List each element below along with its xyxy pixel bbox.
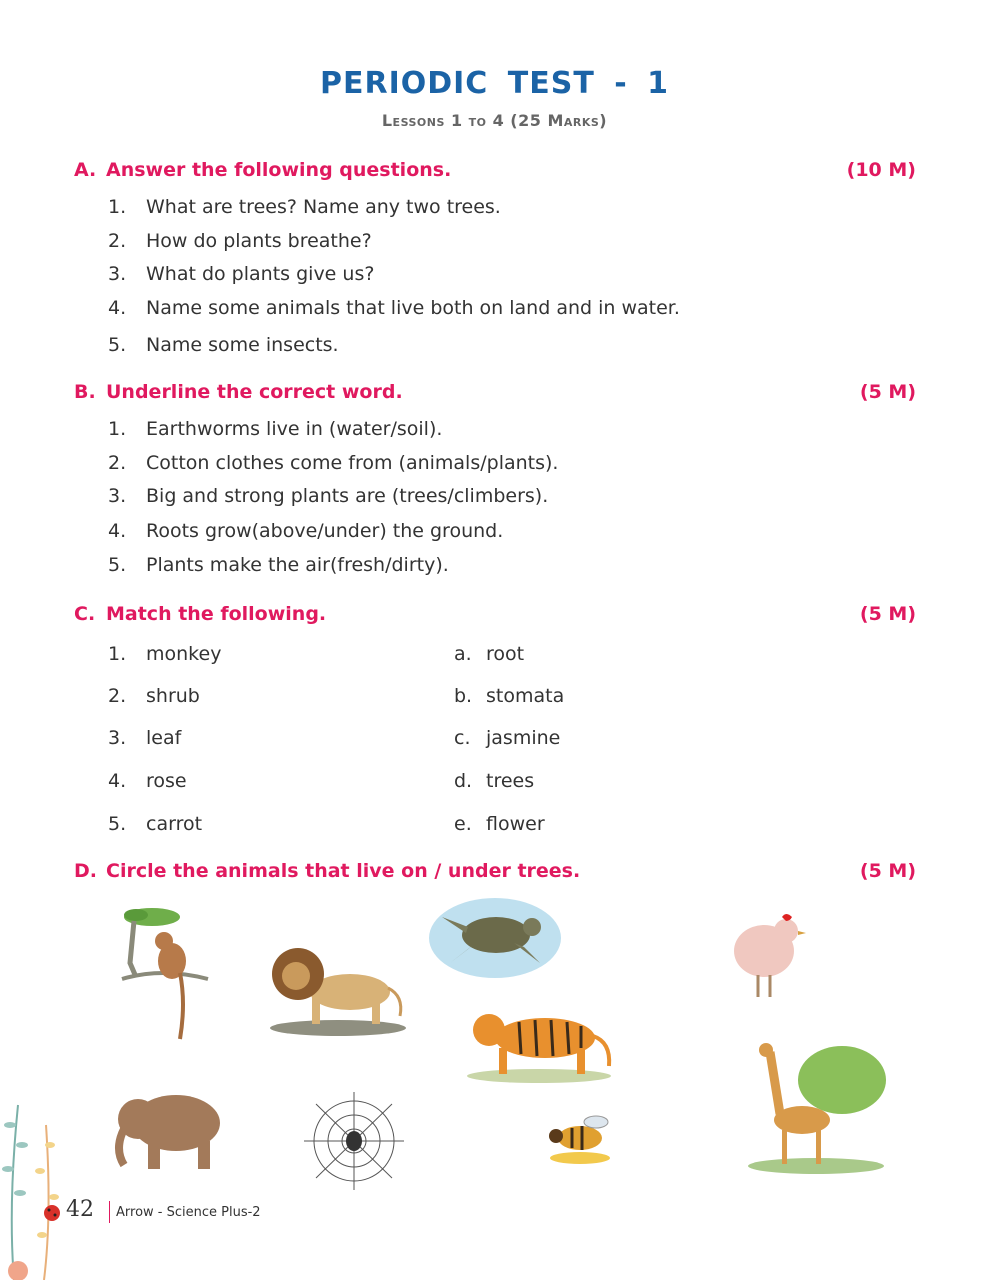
- question-item: 4. Roots grow(above/under) the ground.: [108, 520, 504, 542]
- section-title: Match the following.: [106, 603, 327, 625]
- match-left-item: 1. monkey: [108, 643, 222, 665]
- section-title: Answer the following questions.: [106, 159, 452, 181]
- page-subtitle: Lessons 1 to 4 (25 Marks): [381, 111, 608, 130]
- elephant-picture[interactable]: [110, 1083, 230, 1173]
- lion-picture[interactable]: [268, 936, 410, 1036]
- hen-picture[interactable]: [728, 907, 808, 1003]
- question-item: 5. Plants make the air(fresh/dirty).: [108, 554, 449, 576]
- match-left-item: 4. rose: [108, 770, 187, 792]
- spider-web-picture[interactable]: [300, 1088, 408, 1194]
- section-c-heading: [74, 603, 916, 629]
- question-item: 1. Earthworms live in (water/soil).: [108, 418, 443, 440]
- section-letter: B.: [74, 381, 96, 403]
- tiger-picture[interactable]: [459, 996, 619, 1084]
- question-item: 3. Big and strong plants are (trees/climbers).: [108, 485, 549, 507]
- section-marks: (5 M): [859, 860, 916, 882]
- giraffe-picture[interactable]: [746, 1040, 886, 1174]
- question-item: 1. What are trees? Name any two trees.: [108, 196, 501, 218]
- section-title: Circle the animals that live on / under trees.: [106, 860, 581, 882]
- match-right-item: e. flower: [454, 813, 545, 835]
- section-letter: C.: [74, 603, 96, 625]
- section-marks: (5 M): [859, 381, 916, 403]
- footer-divider: [109, 1201, 110, 1223]
- match-left-item: 2. shrub: [108, 685, 200, 707]
- match-right-item: d. trees: [454, 770, 535, 792]
- question-item: 4. Name some animals that live both on land and in water.: [108, 297, 680, 319]
- question-item: 3. What do plants give us?: [108, 263, 375, 285]
- section-d-heading: [74, 860, 916, 886]
- section-title: Underline the correct word.: [106, 381, 403, 403]
- decorative-plant-illustration: [0, 1085, 72, 1280]
- question-item: 5. Name some insects.: [108, 334, 339, 356]
- page-number: 42: [66, 1197, 94, 1222]
- section-letter: A.: [74, 159, 97, 181]
- question-item: 2. Cotton clothes come from (animals/plants).: [108, 452, 559, 474]
- turtle-picture[interactable]: [428, 893, 562, 983]
- match-right-item: a. root: [454, 643, 525, 665]
- section-a-heading: [74, 159, 916, 185]
- book-title: Arrow - Science Plus-2: [116, 1205, 261, 1220]
- match-right-item: c. jasmine: [454, 727, 561, 749]
- bee-picture[interactable]: [544, 1108, 616, 1166]
- section-b-heading: [74, 381, 916, 407]
- section-marks: (5 M): [859, 603, 916, 625]
- match-left-item: 5. carrot: [108, 813, 203, 835]
- section-letter: D.: [74, 860, 97, 882]
- monkey-picture[interactable]: [112, 903, 212, 1043]
- section-marks: (10 M): [846, 159, 916, 181]
- page-title: PERIODIC TEST - 1: [319, 66, 669, 101]
- match-right-item: b. stomata: [454, 685, 565, 707]
- question-item: 2. How do plants breathe?: [108, 230, 372, 252]
- match-left-item: 3. leaf: [108, 727, 182, 749]
